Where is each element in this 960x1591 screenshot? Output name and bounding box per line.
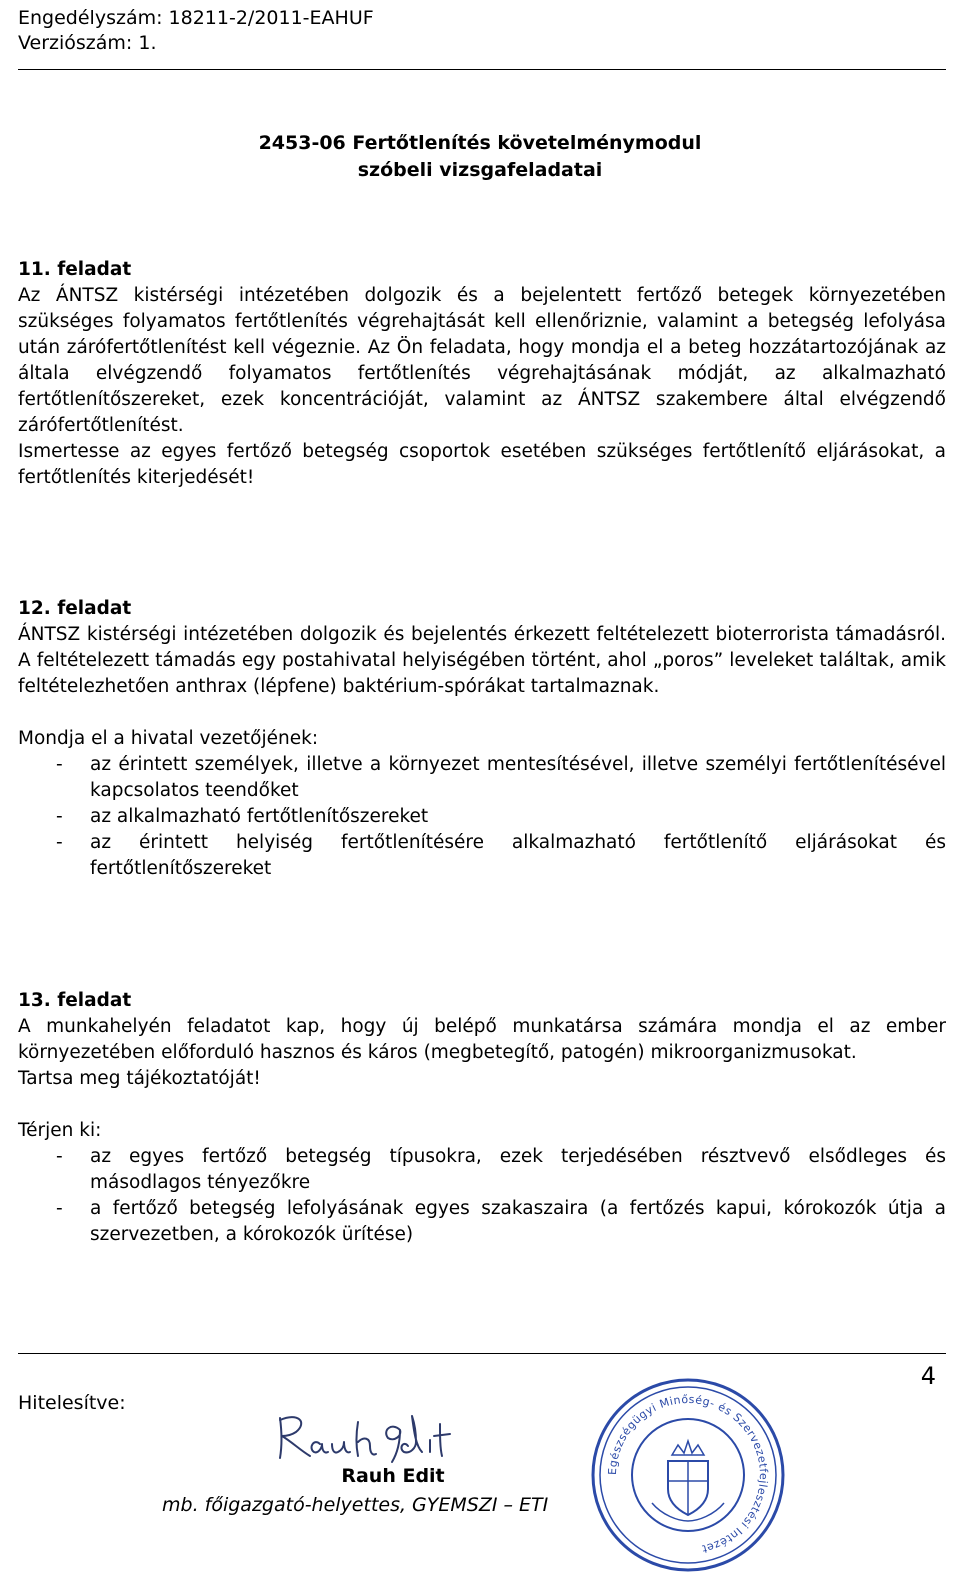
- task-11-paragraph-1: Az ÁNTSZ kistérségi intézetében dolgozik és a bejelentett fertőző betegek környezetében szükséges folyamatos fertőtlenítés végrehajtását kell ellenőriznie, valamint a betegség lefolyása után zárófertőtlenítést kell végeznie. Az Ön feladata, hogy mondja el a beteg hozzátartozójának az általa elvégzendő folyamatos fertőtlenítés végrehajtásának módját, az alkalmazható fertőtlenítőszereket, ezek koncentrációját, valamint az ÁNTSZ szakembere által elvégzendő zárófertőtlenítést.: [18, 285, 946, 436]
- task-13: [18, 988, 946, 1248]
- task-13-heading: 13. feladat: [18, 990, 132, 1011]
- task-12-intro: Mondja el a hivatal vezetőjének:: [18, 728, 319, 749]
- page-number: 4: [920, 1362, 936, 1390]
- task-12-paragraph-1: ÁNTSZ kistérségi intézetében dolgozik és bejelentés érkezett feltételezett bioterrorista támadásról. A feltételezett támadás egy postahivatal helyiségében történt, ahol „poros” leveleket találtak, amik feltételezhetően anthrax (lépfene) baktérium-spórákat tartalmaznak.: [18, 624, 946, 697]
- signer-title: mb. főigazgató-helyettes, GYEMSZI – ETI: [162, 1494, 549, 1516]
- header-divider: [18, 69, 946, 70]
- footer-divider: [18, 1353, 946, 1354]
- document-header: [18, 6, 374, 56]
- svg-text:Egészségügyi Minőség- és Szerv: Egészségügyi Minőség- és Szervezetfejlesztési Intézet: [605, 1392, 771, 1556]
- signer-name: Rauh Edit: [341, 1465, 445, 1487]
- version-number: Verziószám: 1.: [18, 32, 157, 54]
- list-item: - az érintett személyek, illetve a környezet mentesítésével, illetve személyi fertőtlenítésével kapcsolatos teendőket: [18, 752, 946, 804]
- task-13-list: [18, 1144, 946, 1248]
- task-12: [18, 596, 946, 882]
- official-stamp-image: [588, 1375, 788, 1575]
- list-item: - az alkalmazható fertőtlenítőszereket: [18, 804, 946, 830]
- document-title: [0, 130, 960, 184]
- signature-image: [268, 1408, 478, 1470]
- task-12-list: [18, 752, 946, 882]
- license-number: Engedélyszám: 18211-2/2011-EAHUF: [18, 7, 374, 29]
- list-item: - az érintett helyiség fertőtlenítésére alkalmazható fertőtlenítő eljárásokat és fertőtlenítőszereket: [18, 830, 946, 882]
- title-line-1: 2453-06 Fertőtlenítés követelménymodul: [258, 132, 702, 154]
- list-item: - az egyes fertőző betegség típusokra, ezek terjedésében résztvevő elsődleges és másodlagos tényezőkre: [18, 1144, 946, 1196]
- task-12-heading: 12. feladat: [18, 598, 132, 619]
- task-13-paragraph-1: A munkahelyén feladatot kap, hogy új belépő munkatársa számára mondja el az ember környezetében előforduló hasznos és káros (megbetegítő, patogén) mikroorganizmusokat.: [18, 1016, 946, 1063]
- task-11-heading: 11. feladat: [18, 259, 132, 280]
- task-11: [18, 257, 946, 491]
- task-11-paragraph-2: Ismertesse az egyes fertőző betegség csoportok esetében szükséges fertőtlenítő eljárásokat, a fertőtlenítés kiterjedését!: [18, 441, 946, 488]
- title-line-2: szóbeli vizsgafeladatai: [357, 159, 603, 181]
- task-13-paragraph-2: Tartsa meg tájékoztatóját!: [18, 1068, 261, 1089]
- task-13-intro: Térjen ki:: [18, 1120, 102, 1141]
- authenticated-label: Hitelesítve:: [18, 1392, 126, 1414]
- list-item: - a fertőző betegség lefolyásának egyes szakaszaira (a fertőzés kapui, kórokozók útja a szervezetben, a kórokozók ürítése): [18, 1196, 946, 1248]
